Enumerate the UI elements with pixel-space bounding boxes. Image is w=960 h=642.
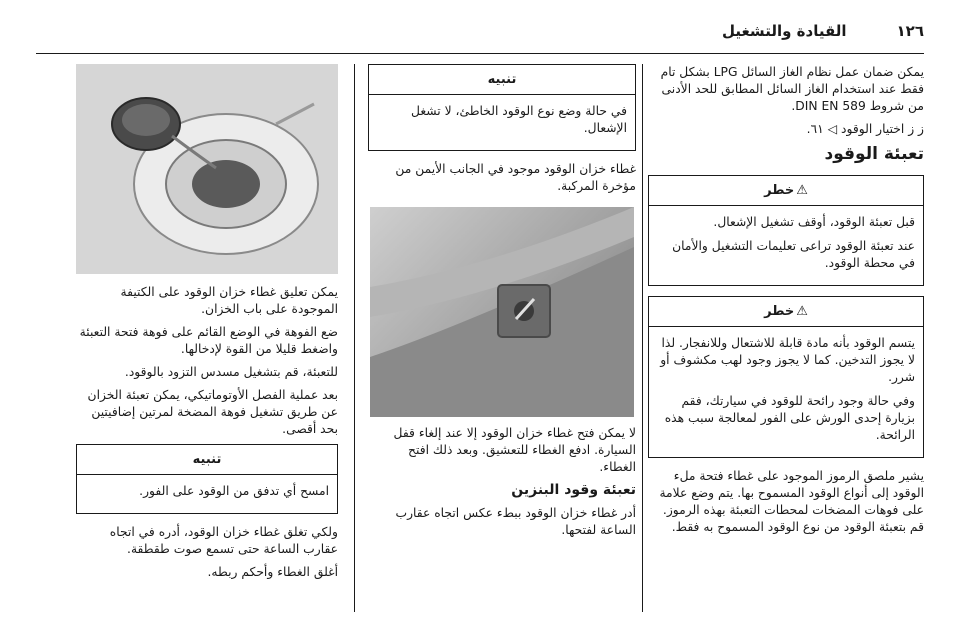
danger-box-1 xyxy=(648,175,924,286)
fuel-flap-open-text: لا يمكن فتح غطاء خزان الوقود إلا عند إلغاء قفل السيارة. ادفع الغطاء للتعشيق. وبعد ذلك افتح الغطاء. xyxy=(393,426,636,474)
note-title: تنبيه xyxy=(369,65,635,95)
middle-column xyxy=(368,64,636,545)
danger-title: خطر xyxy=(764,183,795,198)
note-box-mid xyxy=(368,64,636,151)
page-number: ١٢٦ xyxy=(896,22,924,40)
danger-box-2 xyxy=(648,296,924,458)
column-divider-right xyxy=(642,64,643,612)
fuel-label-text: يشير ملصق الرموز الموجود على غطاء فتحة ملء الوقود إلى أنواع الوقود المسموح بها. يتم وضع علامة على فوهات المضخات لمحطات التعبئة بهذه الرموز. قم بتعبئة الوقود من نوع الوقود المسموح به فقط. xyxy=(659,469,924,534)
auto-cutoff-text: بعد عملية الفصل الأوتوماتيكي، يمكن تعبئة الخزان عن طريق تشغيل فوهة المضخة لمرتين إضافيتين بحد أقصى. xyxy=(87,388,338,436)
warning-triangle-icon: ⚠ xyxy=(796,183,808,198)
lpg-intro: يمكن ضمان عمل نظام الغاز السائل LPG بشكل تام فقط عند استخدام الغاز السائل المطابق للحد الأدنى من شروط DIN EN 589. xyxy=(660,65,924,113)
flap-close-text: أغلق الغطاء وأحكم ربطه. xyxy=(207,565,338,579)
header-rule xyxy=(36,53,924,54)
cap-close-text: ولكي تغلق غطاء خزان الوقود، أدره في اتجاه عقارب الساعة حتى تسمع صوت طقطقة. xyxy=(109,525,338,556)
note-text: امسح أي تدفق من الوقود على الفور. xyxy=(139,484,329,498)
cap-hang-text: يمكن تعليق غطاء خزان الوقود على الكتيفة الموجودة على باب الخزان. xyxy=(120,285,338,316)
car-rear-illustration xyxy=(370,207,634,417)
danger-line: وفي حالة وجود رائحة للوقود في سيارتك، فقم بزيارة إحدى الورش على الفور لمعالجة سبب هذه الرائحة. xyxy=(664,394,915,442)
danger-line: عند تعبئة الوقود تراعى تعليمات التشغيل والأمان في محطة الوقود. xyxy=(672,239,915,270)
warning-triangle-icon: ⚠ xyxy=(796,304,808,319)
note-text: في حالة وضع نوع الوقود الخاطئ، لا تشغل الإشعال. xyxy=(411,104,627,135)
nozzle-insert-text: ضع الفوهة في الوضع القائم على فوهة فتحة التعبئة واضغط قليلا من القوة لإدخالها. xyxy=(79,325,338,356)
column-divider-left xyxy=(354,64,355,612)
cap-open-text: أدر غطاء خزان الوقود ببطء عكس اتجاه عقارب الساعة لفتحها. xyxy=(395,506,636,537)
refuelling-heading: تعبئة الوقود xyxy=(824,144,924,164)
fuel-cap-illustration xyxy=(76,64,338,274)
page-title: القيادة والتشغيل xyxy=(721,22,847,40)
fuel-flap-location: غطاء خزان الوقود موجود في الجانب الأيمن من مؤخرة المركبة. xyxy=(395,162,636,193)
note-box-left xyxy=(76,444,338,514)
refuel-start-text: للتعبئة، قم بتشغيل مسدس التزود بالوقود. xyxy=(124,365,338,379)
danger-line: يتسم الوقود بأنه مادة قابلة للاشتعال وللانفجار. لذا لا يجوز التدخين. كما لا يجوز وجود لهب مكشوف أو شرر. xyxy=(660,336,915,384)
fuel-flap-image xyxy=(370,207,634,417)
fuel-cap-image xyxy=(76,64,338,274)
note-title: تنبيه xyxy=(77,445,337,475)
left-column xyxy=(76,64,338,587)
right-column xyxy=(648,64,924,542)
danger-title: خطر xyxy=(764,304,795,319)
petrol-refuelling-heading: تعبئة وقود البنزين xyxy=(511,482,636,498)
fuel-selection-ref[interactable]: ز ز اختيار الوقود ◁ ٦١. xyxy=(806,122,924,136)
danger-line: قبل تعبئة الوقود، أوقف تشغيل الإشعال. xyxy=(713,215,915,229)
page-header xyxy=(36,22,924,52)
